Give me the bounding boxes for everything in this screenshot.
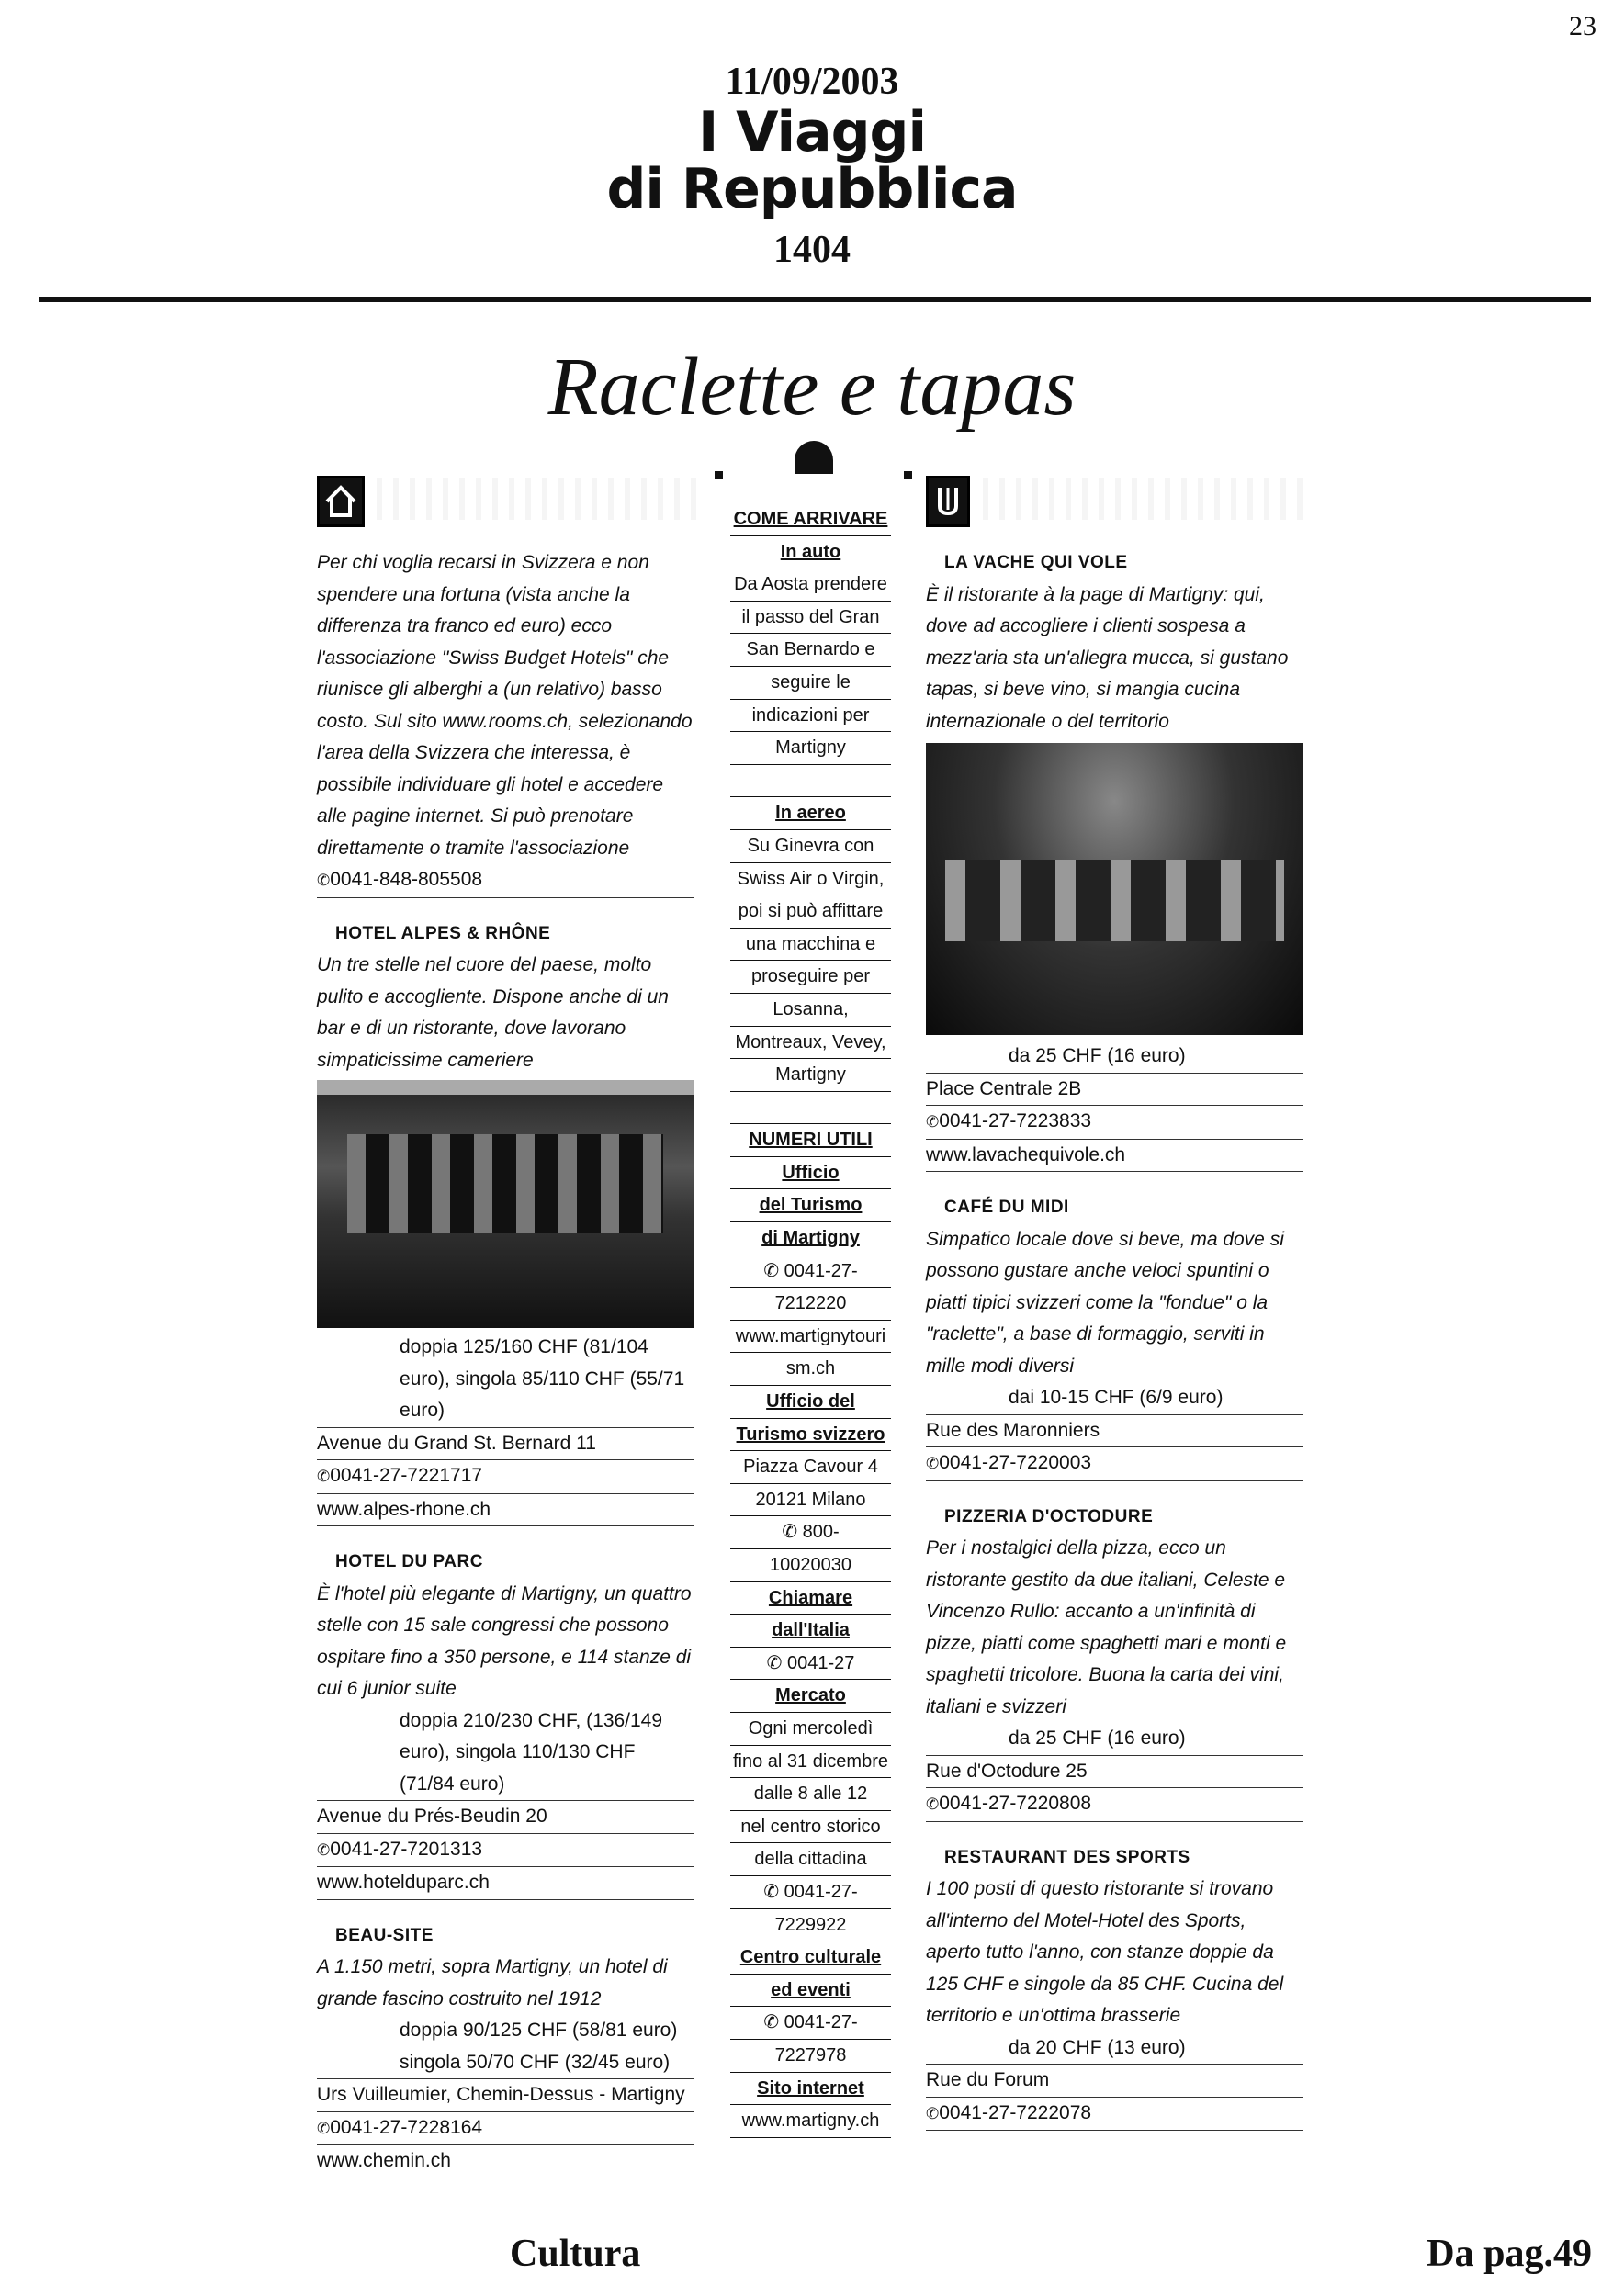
restaurant-price: da 25 CHF (16 euro) xyxy=(926,1723,1303,1756)
info-line: San Bernardo e xyxy=(730,634,891,667)
hotel-address: Avenue du Prés-Beudin 20 xyxy=(317,1801,694,1834)
restaurant-photo xyxy=(926,743,1303,1035)
info-line: della cittadina xyxy=(730,1843,891,1876)
info-heading: In auto xyxy=(730,536,891,569)
publication-logo-line2: di Repubblica xyxy=(606,157,1018,221)
hotel-address: Avenue du Grand St. Bernard 11 xyxy=(317,1428,694,1461)
restaurant-description: I 100 posti di questo ristorante si trovano all'interno del Motel-Hotel des Sports, aperto tutto l'anno, con stanze doppie da 125 CHF e singole da 85 CHF. Cucina del territorio e un'ottima brasserie xyxy=(926,1878,1284,2026)
hotel-phone: ✆ 0041-27-7201313 xyxy=(317,1834,694,1868)
hotel-website: www.hotelduparc.ch xyxy=(317,1867,694,1900)
info-line: www.martigny.ch xyxy=(730,2105,891,2138)
header-rule xyxy=(39,297,1591,302)
info-line: ✆ 0041-27- xyxy=(730,1876,891,1909)
issue-number: 1404 xyxy=(773,229,851,271)
arch-icon xyxy=(795,441,833,474)
info-line: Montreaux, Vevey, xyxy=(730,1027,891,1060)
restaurant-description: Per i nostalgici della pizza, ecco un ristorante gestito da due italiani, Celeste e Vincenzo Rullo: accanto a un'infinità di pizze, piatti come spaghetti mari e monti e spaghetti tricolore. Buona la carta dei vini, italiani e svizzeri xyxy=(926,1537,1287,1717)
restaurant-address: Place Centrale 2B xyxy=(926,1074,1303,1107)
home-icon xyxy=(317,476,365,527)
hotel-name: BEAU-SITE xyxy=(335,1925,434,1945)
info-line xyxy=(730,765,891,798)
info-heading: del Turismo xyxy=(730,1189,891,1222)
info-line: ✆ 800- xyxy=(730,1516,891,1549)
restaurant-address: Rue du Forum xyxy=(926,2065,1303,2098)
info-heading: Ufficio xyxy=(730,1157,891,1190)
masthead-date: 11/09/2003 xyxy=(725,61,899,103)
hotel-description: Un tre stelle nel cuore del paese, molto pulito e accogliente. Dispone anche di un bar e di un ristorante, dove lavorano simpaticissime cameriere xyxy=(317,954,669,1071)
restaurant-price: dai 10-15 CHF (6/9 euro) xyxy=(926,1382,1303,1415)
restaurant-phone: ✆ 0041-27-7222078 xyxy=(926,2098,1303,2132)
info-line: www.martignytouri xyxy=(730,1321,891,1354)
info-line: Da Aosta prendere xyxy=(730,568,891,602)
info-line: seguire le xyxy=(730,667,891,700)
hotel-name: HOTEL ALPES & RHÔNE xyxy=(335,923,551,943)
restaurant-phone: ✆ 0041-27-7220003 xyxy=(926,1447,1303,1481)
restaurant-phone: ✆ 0041-27-7220808 xyxy=(926,1788,1303,1822)
intro-text: Per chi voglia recarsi in Svizzera e non spendere una fortuna (vista anche la differenza tra franco ed euro) ecco l'associazione "Swiss Budget Hotels" che riunisce gli alberghi a (un relativo) basso costo. Sul sito www.rooms.ch, selezionando l'area della Svizzera che interessa, è possibile individuare gli hotel e accedere alle pagine internet. Si può prenotare direttamente o tramite l'associazione xyxy=(317,552,693,859)
hotel-description: A 1.150 metri, sopra Martigny, un hotel di grande fascino costruito nel 1912 xyxy=(317,1956,668,2009)
info-heading: In aereo xyxy=(730,797,891,830)
restaurant-website: www.lavachequivole.ch xyxy=(926,1140,1303,1173)
restaurant-name: RESTAURANT DES SPORTS xyxy=(944,1847,1190,1867)
info-heading: Turismo svizzero xyxy=(730,1419,891,1452)
hotel-phone: ✆ 0041-27-7221717 xyxy=(317,1460,694,1494)
info-line: 7212220 xyxy=(730,1288,891,1321)
header-band-right xyxy=(983,478,1304,520)
info-heading: Mercato xyxy=(730,1680,891,1713)
info-line: il passo del Gran xyxy=(730,602,891,635)
info-heading: ed eventi xyxy=(730,1975,891,2008)
publication-logo-line1: I Viaggi xyxy=(697,100,927,164)
hotel-price: doppia 125/160 CHF (81/104 euro), singola 85/110 CHF (55/71 euro) xyxy=(317,1332,694,1428)
restaurant-description: È il ristorante à la page di Martigny: qui, dove ad accogliere i clienti sospesa a mezz'aria sta un'allegra mucca, si gustano tapas, si beve vino, si mangia cucina internazionale o del territorio xyxy=(926,583,1289,732)
info-line xyxy=(730,1092,891,1125)
restaurant-price: da 20 CHF (13 euro) xyxy=(926,2032,1303,2065)
hotel-address: Urs Vuilleumier, Chemin-Dessus - Martigny xyxy=(317,2079,694,2112)
source-page: Da pag.49 xyxy=(1427,2233,1592,2275)
restaurant-name: CAFÉ DU MIDI xyxy=(944,1198,1069,1217)
info-line: nel centro storico xyxy=(730,1811,891,1844)
restaurant-price: da 25 CHF (16 euro) xyxy=(926,1041,1303,1074)
header-band-left xyxy=(377,478,707,520)
info-heading: NUMERI UTILI xyxy=(730,1124,891,1157)
info-line: fino al 31 dicembre xyxy=(730,1746,891,1779)
info-line: Piazza Cavour 4 xyxy=(730,1451,891,1484)
info-heading: Ufficio del xyxy=(730,1386,891,1419)
info-heading: dall'Italia xyxy=(730,1615,891,1648)
hotel-website: www.chemin.ch xyxy=(317,2145,694,2178)
hotel-description: È l'hotel più elegante di Martigny, un quattro stelle con 15 sale congressi che possono ospitare fino a 350 persone, e 114 stanze di cui 6 junior suite xyxy=(317,1582,692,1699)
info-line: 20121 Milano xyxy=(730,1484,891,1517)
restaurant-phone: ✆ 0041-27-7223833 xyxy=(926,1106,1303,1140)
info-line: ✆ 0041-27 xyxy=(730,1648,891,1681)
restaurant-address: Rue d'Octodure 25 xyxy=(926,1756,1303,1789)
info-line: ✆ 0041-27- xyxy=(730,2007,891,2040)
info-heading: COME ARRIVARE xyxy=(730,503,891,536)
info-line: indicazioni per xyxy=(730,700,891,733)
bullet-marker-right xyxy=(904,471,912,479)
hotel-price: doppia 210/230 CHF, (136/149 euro), singola 110/130 CHF (71/84 euro) xyxy=(317,1705,694,1802)
hotel-price: doppia 90/125 CHF (58/81 euro) singola 50/70 CHF (32/45 euro) xyxy=(317,2015,694,2079)
hotel-photo xyxy=(317,1080,694,1328)
info-line: una macchina e xyxy=(730,929,891,962)
info-heading: Centro culturale xyxy=(730,1941,891,1975)
info-line: Su Ginevra con xyxy=(730,830,891,863)
info-line: Martigny xyxy=(730,732,891,765)
page-number: 23 xyxy=(1569,11,1596,41)
info-heading: Sito internet xyxy=(730,2073,891,2106)
restaurant-name: PIZZERIA D'OCTODURE xyxy=(944,1506,1154,1526)
info-heading: Chiamare xyxy=(730,1582,891,1615)
restaurant-name: LA VACHE QUI VOLE xyxy=(944,553,1128,572)
info-line: 7229922 xyxy=(730,1909,891,1942)
info-line: 7227978 xyxy=(730,2040,891,2073)
info-line: proseguire per xyxy=(730,961,891,994)
restaurant-address: Rue des Maronniers xyxy=(926,1415,1303,1448)
right-column xyxy=(926,547,1303,2131)
article-headline: Raclette e tapas xyxy=(547,342,1077,433)
travel-info-column xyxy=(730,503,891,2138)
hotel-website: www.alpes-rhone.ch xyxy=(317,1494,694,1527)
info-line: ✆ 0041-27- xyxy=(730,1255,891,1289)
info-line: dalle 8 alle 12 xyxy=(730,1778,891,1811)
section-label: Cultura xyxy=(510,2233,641,2275)
restaurant-description: Simpatico locale dove si beve, ma dove si possono gustare anche veloci spuntini o piatti tipici svizzeri come la "fondue" o la "raclette", a base di formaggio, serviti in mille modi diversi xyxy=(926,1228,1284,1377)
info-line: Swiss Air o Virgin, xyxy=(730,863,891,896)
restaurant-icon xyxy=(926,476,970,527)
left-column xyxy=(317,547,694,2178)
info-line: Martigny xyxy=(730,1059,891,1092)
hotel-phone: ✆ 0041-27-7228164 xyxy=(317,2112,694,2146)
info-line: 10020030 xyxy=(730,1549,891,1582)
info-heading: di Martigny xyxy=(730,1222,891,1255)
info-line: Losanna, xyxy=(730,994,891,1027)
intro-phone: ✆ 0041-848-805508 xyxy=(317,864,694,898)
info-line: Ogni mercoledì xyxy=(730,1713,891,1746)
info-line: poi si può affittare xyxy=(730,895,891,929)
hotel-name: HOTEL DU PARC xyxy=(335,1552,483,1571)
info-line: sm.ch xyxy=(730,1353,891,1386)
bullet-marker-left xyxy=(715,471,723,479)
masthead xyxy=(0,60,1624,276)
